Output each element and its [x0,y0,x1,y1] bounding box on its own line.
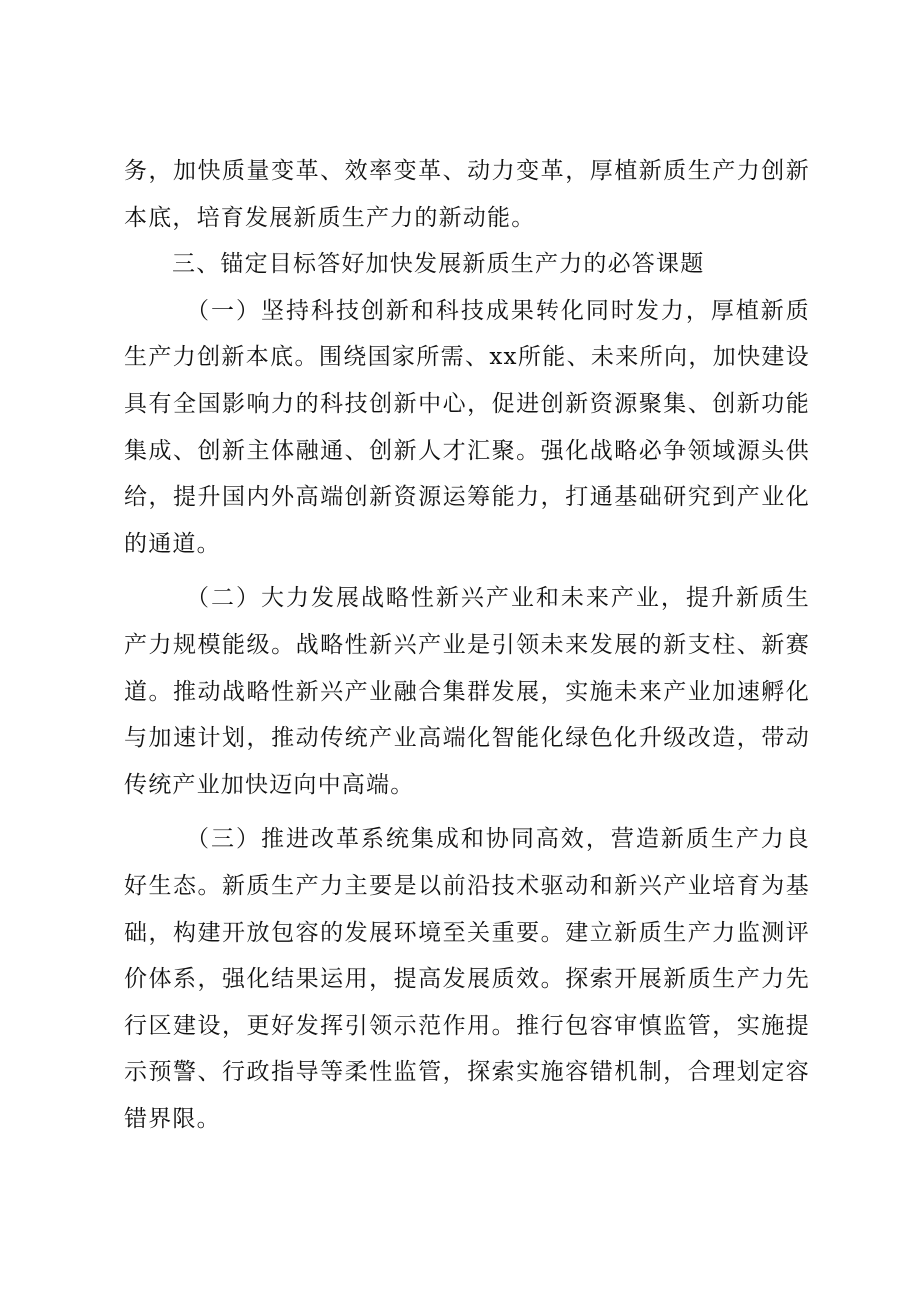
paragraph-continuation: 务，加快质量变革、效率变革、动力变革，厚植新质生产力创新本底，培育发展新质生产力的新动能。 [124,158,810,231]
section-heading-three: 三、锚定目标答好加快发展新质生产力的必答课题 [172,251,705,278]
paragraph-item-one: （一）坚持科技创新和科技成果转化同时发力，厚植新质生产力创新本底。围绕国家所需、xx所能、未来所向，加快建设具有全国影响力的科技创新中心，促进创新资源聚集、创新功能集成、创新主体融通、创新人才汇聚。强化战略必争领域源头供给，提升国内外高端创新资源运筹能力，打通基础研究到产业化的通道。 [124,297,810,557]
paragraph-gap [124,567,810,575]
paragraph-item-three: （三）推进改革系统集成和协同高效，营造新质生产力良好生态。新质生产力主要是以前沿技术驱动和新兴产业培育为基础，构建开放包容的发展环境至关重要。建立新质生产力监测评价体系，强化结果运用，提高发展质效。探索开展新质生产力先行区建设，更好发挥引领示范作用。推行包容审慎监管，实施提示预警、行政指导等柔性监管，探索实施容错机制，合理划定容错界限。 [124,826,810,1132]
paragraph-item-two: （二）大力发展战略性新兴产业和未来产业，提升新质生产力规模能级。战略性新兴产业是引领未来发展的新支柱、新赛道。推动战略性新兴产业融合集群发展，实施未来产业加速孵化与加速计划，推动传统产业高端化智能化绿色化升级改造，带动传统产业加快迈向中高端。 [124,585,810,798]
paragraph-gap [124,808,810,816]
document-body [124,148,810,1142]
